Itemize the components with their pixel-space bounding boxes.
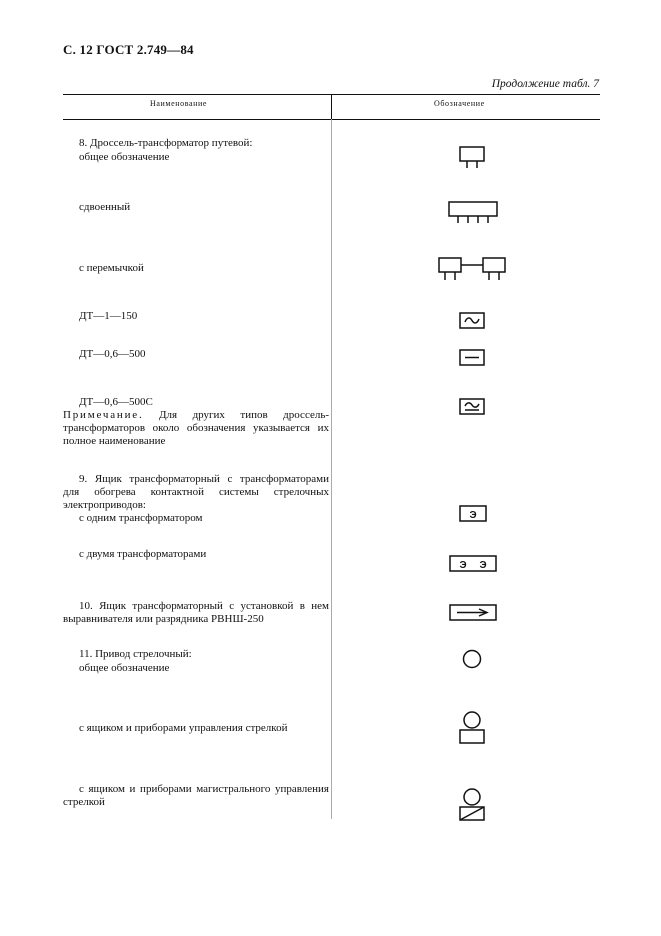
- row8-title: 8. Дроссель-трансформатор путевой:: [79, 137, 253, 149]
- row11-title: 11. Привод стрелочный:: [79, 648, 192, 660]
- note-line2: трансформаторов около обозначения указывается их: [63, 422, 329, 434]
- dt-0-6-500-icon: [458, 348, 486, 368]
- row8-dt2-label: ДТ—0,6—500: [79, 348, 146, 360]
- note-line1: [63, 409, 329, 422]
- switch-drive-general-icon: [460, 647, 484, 671]
- page-header: С. 12 ГОСТ 2.749—84: [63, 42, 194, 57]
- choke-transformer-double-icon: [446, 199, 500, 225]
- dt-0-6-500c-icon: [458, 397, 486, 417]
- transformer-box-two-icon: [448, 554, 498, 574]
- row8-double-label: сдвоенный: [79, 201, 131, 213]
- note-label: Примечание.: [63, 409, 144, 421]
- dt-1-150-icon: [458, 311, 486, 331]
- row8-general-label: общее обозначение: [79, 151, 170, 163]
- column-divider-header: [331, 94, 332, 119]
- transformer-mark: Э: [479, 560, 487, 571]
- row9-one-label: с одним трансформатором: [79, 512, 203, 524]
- row9-two-label: с двумя трансформаторами: [79, 548, 207, 560]
- note-line1-text: Для других типов дроссель-: [159, 409, 330, 421]
- transformer-mark: Э: [459, 560, 467, 571]
- row10-line2: выравнивателя или разрядника РВНШ-250: [63, 613, 264, 625]
- row8-jumper-label: с перемычкой: [79, 262, 144, 274]
- switch-drive-mainline-icon: [458, 787, 486, 823]
- row8-dt3-label: ДТ—0,6—500С: [79, 396, 153, 408]
- column-header-name: Наименование: [150, 99, 208, 108]
- column-header-symbol: Обозначение: [434, 99, 485, 108]
- transformer-box-one-icon: [458, 504, 488, 524]
- continuation-label: Продолжение табл. 7: [491, 78, 599, 90]
- row10-line1: 10. Ящик трансформаторный с установкой в нем: [79, 600, 329, 612]
- row9-line2: для обогрева контактной системы стрелочных: [63, 486, 329, 498]
- row11-box-label: с ящиком и приборами управления стрелкой: [79, 722, 288, 734]
- transformer-mark: Э: [469, 510, 477, 521]
- row11-main-line1: с ящиком и приборами магистрального управления: [79, 783, 329, 795]
- choke-transformer-general-icon: [456, 144, 488, 170]
- row9-line3: электроприводов:: [63, 499, 146, 511]
- row11-main-line2: стрелкой: [63, 796, 105, 808]
- note-line3: полное наименование: [63, 435, 166, 447]
- row9-line1: 9. Ящик трансформаторный с трансформаторами: [79, 473, 329, 485]
- row11-general-label: общее обозначение: [79, 662, 170, 674]
- transformer-box-arrester-icon: [448, 603, 498, 623]
- choke-transformer-jumper-icon: [436, 255, 508, 283]
- switch-drive-box-icon: [458, 710, 486, 746]
- column-divider-body: [331, 119, 332, 819]
- row8-dt1-label: ДТ—1—150: [79, 310, 138, 322]
